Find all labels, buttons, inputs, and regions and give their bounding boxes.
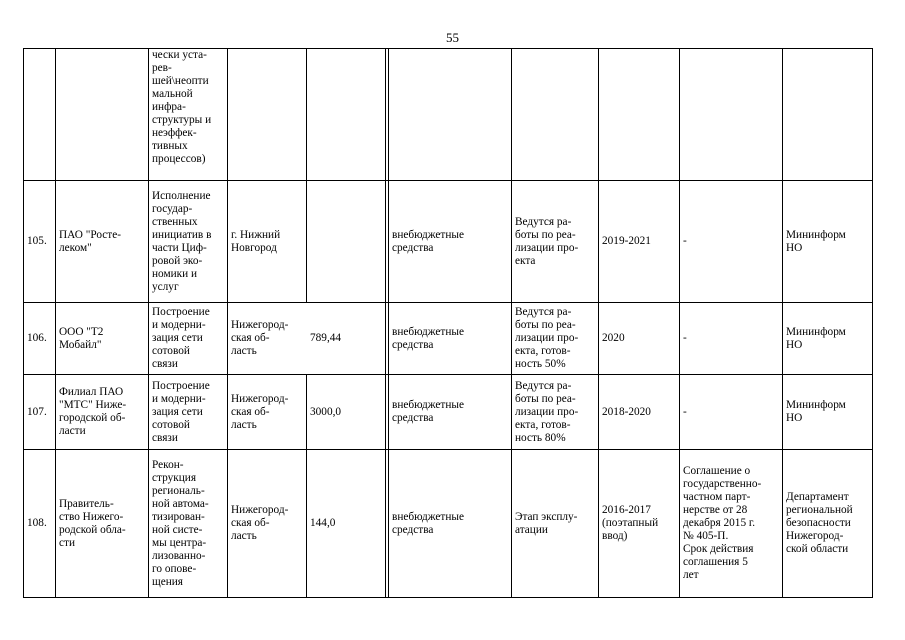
responsible-cell: [782, 181, 872, 302]
cost-cell: [306, 450, 388, 597]
funding-source-cell: [388, 375, 511, 449]
cell-line: безопасности: [786, 517, 851, 529]
cell-line: ность 50%: [515, 358, 566, 370]
cell-line: ственных: [152, 215, 198, 228]
cell-line: Нижегород-: [231, 392, 289, 405]
cell-line: Правитель-: [59, 497, 114, 510]
cell-line: региональной: [786, 504, 853, 516]
cell-line: Нижегород-: [231, 504, 289, 516]
cell-line: 106.: [27, 332, 47, 344]
cell-line: -: [683, 235, 687, 247]
cell-line: государственно-: [683, 478, 762, 490]
cost-cell: [306, 375, 388, 449]
status-cell: [511, 450, 598, 597]
cell-line: сотовой: [152, 345, 190, 357]
cell-line: процессов): [152, 153, 206, 165]
cell-line: лизации про-: [515, 241, 579, 254]
cell-line: ровой эко-: [152, 254, 203, 267]
cell-line: щения: [152, 575, 184, 588]
cell-line: частном парт-: [683, 491, 751, 503]
cell-line: 108.: [27, 517, 47, 529]
cell-line: лизованно-: [152, 549, 206, 562]
cell-line: средства: [392, 338, 434, 351]
cell-line: связи: [152, 431, 178, 444]
cell-line: родской обла-: [59, 523, 126, 536]
cell-line: Построение: [152, 306, 210, 318]
cell-line: внебюджетные: [392, 325, 465, 338]
row-number-cell: [23, 450, 55, 597]
responsible-cell: [782, 450, 872, 597]
cell-line: Новгород: [231, 241, 277, 254]
cell-line: средства: [392, 412, 434, 424]
cell-line: нерстве от 28: [683, 504, 748, 516]
cell-line: 144,0: [310, 517, 336, 529]
agreement-cell: [679, 375, 782, 449]
cell-line: сти: [59, 536, 75, 549]
cell-line: Построение: [152, 379, 210, 392]
cell-line: чески уста-: [152, 49, 207, 61]
cell-line: инфра-: [152, 101, 186, 113]
cell-line: 107.: [27, 405, 47, 418]
cell-line: г. Нижний: [231, 228, 281, 241]
cell-line: (поэтапный: [602, 517, 659, 529]
period-cell: [598, 303, 679, 374]
cell-line: Филиал ПАО: [59, 386, 124, 398]
cell-line: ной автома-: [152, 497, 209, 510]
cell-line: боты по реа-: [515, 228, 576, 241]
cell-line: ласть: [231, 530, 257, 542]
cell-line: 2019-2021: [602, 235, 651, 247]
cell-line: ской области: [786, 543, 849, 555]
status-cell: [511, 375, 598, 449]
cell-line: "МТС" Ниже-: [59, 399, 127, 411]
cell-line: го опове-: [152, 562, 197, 575]
organization-cell: [55, 181, 148, 302]
period-cell: [598, 181, 679, 302]
cell-line: мы центра-: [152, 536, 207, 549]
cell-line: НО: [786, 412, 803, 424]
cell-line: Нижегород-: [786, 530, 844, 542]
cell-line: Ведутся ра-: [515, 379, 572, 392]
cell-line: боты по реа-: [515, 319, 576, 331]
description-cell: [148, 181, 227, 302]
cell-line: ласти: [59, 425, 86, 437]
cell-line: ская об-: [231, 405, 270, 418]
cell-line: тизирован-: [152, 510, 205, 523]
cell-line: государ-: [152, 202, 193, 215]
cell-line: декабря 2015 г.: [683, 517, 756, 529]
cell-line: ская об-: [231, 517, 270, 529]
cell-line: мальной: [152, 88, 193, 100]
cell-line: екта, готов-: [515, 345, 571, 357]
cell-line: Исполнение: [152, 189, 211, 202]
description-cell: [148, 375, 227, 449]
cell-line: атации: [515, 523, 548, 536]
cell-line: региональ-: [152, 484, 205, 497]
cell-line: ООО "Т2: [59, 325, 104, 338]
location-cell: [227, 303, 306, 374]
cell-line: лизации про-: [515, 332, 579, 344]
cell-line: НО: [786, 241, 803, 254]
projects-table: [23, 48, 873, 598]
cell-line: Мобайл": [59, 338, 102, 351]
cell-line: -: [683, 405, 687, 418]
cell-line: инициатив в: [152, 228, 212, 241]
cell-line: рев-: [152, 62, 172, 74]
cell-line: № 405-П.: [683, 530, 729, 542]
cell-line: екта, готов-: [515, 418, 571, 431]
cell-line: ласть: [231, 345, 257, 357]
cell-line: Срок действия: [683, 543, 754, 555]
cell-line: зация сети: [152, 332, 203, 344]
cell-line: ввод): [602, 530, 628, 542]
cell-line: Этап эксплу-: [515, 510, 578, 523]
cell-line: связи: [152, 358, 178, 370]
status-cell: [511, 181, 598, 302]
cell-line: ласть: [231, 418, 257, 431]
cell-line: Соглашение о: [683, 465, 751, 477]
cell-line: 105.: [27, 235, 47, 247]
description-cell: [148, 49, 227, 180]
cell-line: ство Нижего-: [59, 510, 124, 523]
row-number-cell: [23, 181, 55, 302]
funding-source-cell: [388, 181, 511, 302]
row-number-cell: [23, 375, 55, 449]
responsible-cell: [782, 303, 872, 374]
row-number-cell: [23, 303, 55, 374]
cell-line: лизации про-: [515, 405, 579, 418]
cell-line: -: [683, 332, 687, 344]
cell-line: внебюджетные: [392, 228, 465, 241]
cell-line: Нижегород-: [231, 319, 289, 331]
cell-line: Мининформ: [786, 228, 846, 241]
cell-line: Мининформ: [786, 399, 846, 411]
organization-cell: [55, 303, 148, 374]
cell-line: средства: [392, 241, 434, 254]
cell-line: средства: [392, 523, 434, 536]
organization-cell: [55, 375, 148, 449]
responsible-cell: [782, 375, 872, 449]
organization-cell: [55, 450, 148, 597]
cell-line: екта: [515, 254, 536, 267]
cell-line: зация сети: [152, 405, 203, 418]
period-cell: [598, 375, 679, 449]
cell-line: сотовой: [152, 418, 190, 431]
cell-line: внебюджетные: [392, 510, 465, 523]
cell-line: и модерни-: [152, 392, 206, 405]
cell-line: леком": [59, 241, 92, 254]
cell-line: ПАО "Росте-: [59, 228, 122, 241]
cell-line: НО: [786, 338, 803, 351]
cell-line: ной систе-: [152, 523, 203, 536]
agreement-cell: [679, 181, 782, 302]
cell-line: 2018-2020: [602, 405, 651, 418]
cell-line: 789,44: [310, 332, 342, 344]
cost-cell: [306, 303, 388, 374]
cell-line: Рекон-: [152, 458, 184, 471]
cell-line: структуры и: [152, 114, 212, 126]
cell-line: ская об-: [231, 332, 270, 344]
cell-line: Департамент: [786, 491, 849, 503]
cell-line: 2020: [602, 332, 625, 344]
funding-source-cell: [388, 450, 511, 597]
cell-line: соглашения 5: [683, 556, 748, 568]
location-cell: [227, 375, 306, 449]
cell-line: внебюджетные: [392, 399, 465, 411]
location-cell: [227, 181, 306, 302]
cell-line: Мининформ: [786, 325, 846, 338]
cell-line: городской об-: [59, 412, 126, 424]
location-cell: [227, 450, 306, 597]
agreement-cell: [679, 450, 782, 597]
cell-line: и модерни-: [152, 319, 206, 331]
agreement-cell: [679, 303, 782, 374]
cell-line: ность 80%: [515, 431, 566, 444]
description-cell: [148, 450, 227, 597]
status-cell: [511, 303, 598, 374]
cell-line: Ведутся ра-: [515, 306, 572, 318]
period-cell: [598, 450, 679, 597]
cell-line: 3000,0: [310, 405, 342, 418]
cell-line: шей\неопти: [152, 75, 209, 87]
cell-line: струкция: [152, 471, 197, 484]
cell-line: лет: [683, 569, 699, 581]
cell-line: Ведутся ра-: [515, 215, 572, 228]
funding-source-cell: [388, 303, 511, 374]
cell-line: 2016-2017: [602, 504, 651, 516]
cell-line: боты по реа-: [515, 392, 576, 405]
cell-line: номики и: [152, 267, 198, 280]
cell-line: неэффек-: [152, 127, 197, 139]
page-number: 55: [446, 30, 459, 45]
description-cell: [148, 303, 227, 374]
cell-line: части Циф-: [152, 241, 207, 254]
cell-line: услуг: [152, 280, 179, 293]
cell-line: тивных: [152, 140, 188, 152]
